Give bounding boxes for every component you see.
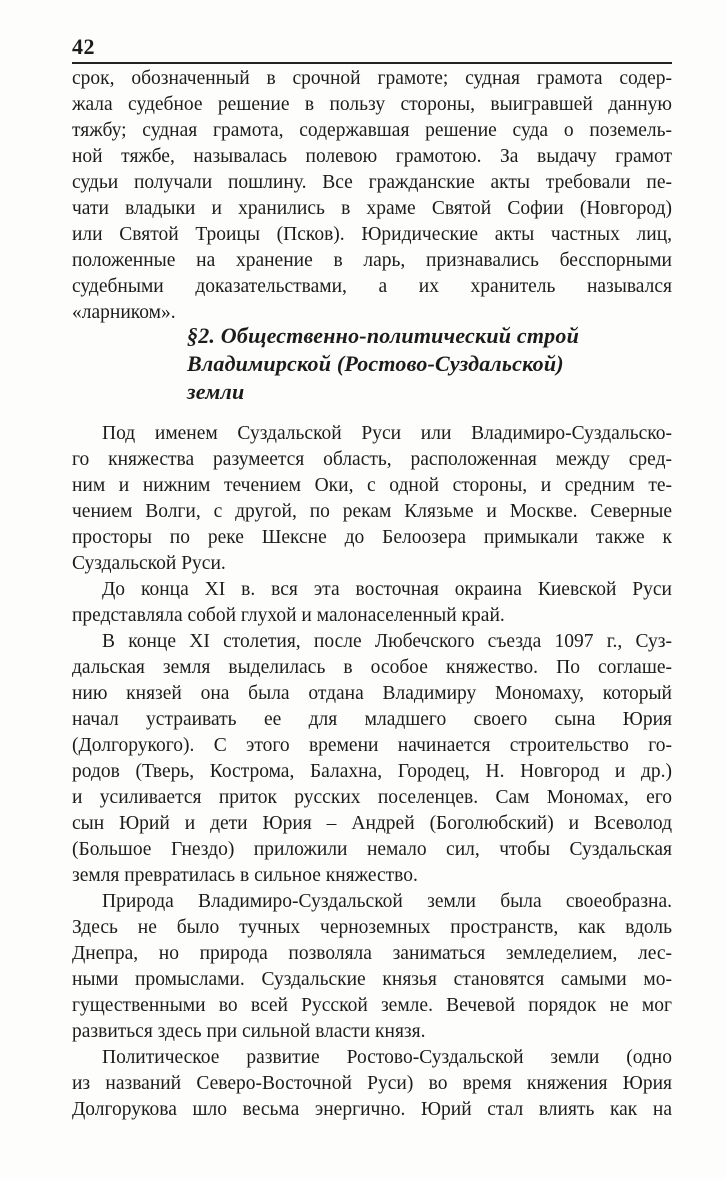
text-line: срок, обозначенный в срочной грамоте; судная грамота содер- (72, 68, 672, 89)
text-line: Суздальской Руси. (72, 553, 226, 574)
text-line: развиться здесь при сильной власти князя. (72, 1021, 426, 1042)
text-line: жала судебное решение в пользу стороны, выигравшей данную (72, 94, 672, 115)
text-line: Под именем Суздальской Руси или Владимиро-Суздальско- (102, 423, 672, 444)
text-line: До конца XI в. вся эта восточная окраина Киевской Руси (102, 579, 672, 600)
text-line: родов (Тверь, Кострома, Балахна, Городец, Н. Новгород и др.) (72, 761, 672, 782)
section-heading: земли (187, 379, 245, 404)
text-line: (Долгорукого). С этого времени начинается строительство го- (72, 735, 672, 756)
text-line: (Большое Гнездо) приложили немало сил, чтобы Суздальская (72, 839, 672, 860)
text-line: ной тяжбе, называлась полевою грамотою. За выдачу грамот (72, 146, 672, 167)
text-line: го княжества разумеется область, расположенная между сред- (72, 449, 672, 470)
text-line: или Святой Троицы (Псков). Юридические акты частных лиц, (72, 224, 672, 245)
text-line: судьи получали пошлину. Все гражданские акты требовали пе- (72, 172, 672, 193)
text-line: земля превратилась в сильное княжество. (72, 865, 418, 886)
text-line: Политическое развитие Ростово-Суздальской земли (одно (102, 1047, 672, 1068)
text-line: Долгорукова шло весьма энергично. Юрий стал влиять как на (72, 1099, 672, 1120)
section-heading: §2. Общественно-политический строй (187, 323, 580, 348)
text-line: представляла собой глухой и малонаселенный край. (72, 605, 505, 626)
header-rule (72, 62, 672, 64)
text-line: Природа Владимиро-Суздальской земли была своеобразна. (102, 891, 672, 912)
text-line: ными промыслами. Суздальские князья становятся самыми мо- (72, 969, 672, 990)
text-line: просторы по реке Шексне до Белоозера примыкали также к (72, 527, 672, 548)
text-line: гущественными во всей Русской земле. Вечевой порядок не мог (72, 995, 672, 1016)
page-number: 42 (72, 34, 95, 59)
text-line: из названий Северо-Восточной Руси) во время княжения Юрия (72, 1073, 672, 1094)
text-line: Здесь не было тучных черноземных пространств, как вдоль (72, 917, 672, 938)
text-line: нию князей она была отдана Владимиру Мономаху, который (72, 683, 672, 704)
text-line: В конце XI столетия, после Любечского съезда 1097 г., Суз- (102, 631, 672, 652)
text-line: положенные на хранение в ларь, признавались бесспорными (72, 250, 672, 271)
text-line: начал устраивать ее для младшего своего сына Юрия (72, 709, 672, 730)
text-line: чением Волги, с другой, по рекам Клязьме и Москве. Северные (72, 501, 672, 522)
text-line: тяжбу; судная грамота, содержавшая решение суда о поземель- (72, 120, 672, 141)
text-line: «ларником». (72, 302, 176, 323)
text-line: Днепра, но природа позволяла заниматься земледелием, лес- (72, 943, 672, 964)
text-line: дальская земля выделилась в особое княжество. По соглаше- (72, 657, 672, 678)
text-line: сын Юрий и дети Юрия – Андрей (Боголюбский) и Всеволод (72, 813, 672, 834)
text-line: ним и нижним течением Оки, с одной стороны, и средним те- (72, 475, 672, 496)
text-line: и усиливается приток русских поселенцев. Сам Мономах, его (72, 787, 672, 808)
text-line: чати владыки и хранились в храме Святой Софии (Новгород) (72, 198, 672, 219)
text-line: судебными доказательствами, а их хранитель назывался (72, 276, 672, 297)
section-heading: Владимирской (Ростово-Суздальской) (187, 351, 564, 376)
